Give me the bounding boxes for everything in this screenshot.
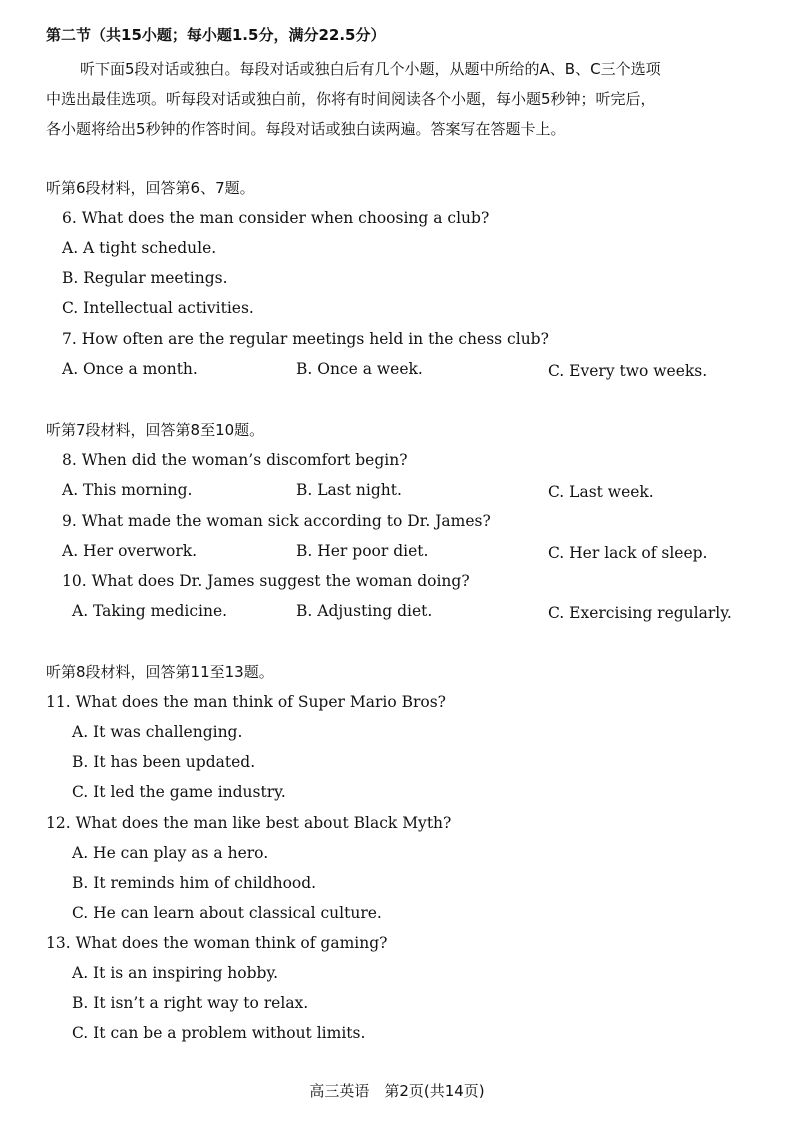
- q8-option-c[interactable]: C. Last week.: [548, 483, 654, 501]
- q6-option-c[interactable]: C. Intellectual activities.: [62, 299, 254, 317]
- q10-option-b[interactable]: B. Adjusting diet.: [296, 602, 433, 620]
- q13-option-b[interactable]: B. It isn’t a right way to relax.: [72, 994, 309, 1012]
- q9-option-b[interactable]: B. Her poor diet.: [296, 542, 429, 560]
- group-heading-8: 听第8段材料，回答第11至13题。: [46, 663, 274, 681]
- question-9: 9. What made the woman sick according to Dr. James?: [62, 512, 491, 530]
- q11-option-b[interactable]: B. It has been updated.: [72, 753, 256, 771]
- q11-option-c[interactable]: C. It led the game industry.: [72, 783, 286, 801]
- q7-option-c[interactable]: C. Every two weeks.: [548, 362, 708, 380]
- q9-option-c[interactable]: C. Her lack of sleep.: [548, 544, 708, 562]
- question-10: 10. What does Dr. James suggest the woman doing?: [62, 572, 470, 590]
- q11-option-a[interactable]: A. It was challenging.: [72, 723, 243, 741]
- q9-option-a[interactable]: A. Her overwork.: [62, 542, 198, 560]
- q10-option-a[interactable]: A. Taking medicine.: [72, 602, 228, 620]
- group-heading-7: 听第7段材料，回答第8至10题。: [46, 421, 265, 439]
- group-heading-6: 听第6段材料，回答第6、7题。: [46, 179, 255, 197]
- q10-option-c[interactable]: C. Exercising regularly.: [548, 604, 732, 622]
- instructions-line-2: 中选出最佳选项。听每段对话或独白前，你将有时间阅读各个小题，每小题5秒钟；听完后，: [46, 90, 656, 108]
- q12-option-a[interactable]: A. He can play as a hero.: [72, 844, 269, 862]
- q12-option-c[interactable]: C. He can learn about classical culture.: [72, 904, 382, 922]
- q13-option-a[interactable]: A. It is an inspiring hobby.: [72, 964, 279, 982]
- q6-option-b[interactable]: B. Regular meetings.: [62, 269, 228, 287]
- q7-option-b[interactable]: B. Once a week.: [296, 360, 423, 378]
- q8-option-a[interactable]: A. This morning.: [62, 481, 193, 499]
- q13-option-c[interactable]: C. It can be a problem without limits.: [72, 1024, 366, 1042]
- question-6: 6. What does the man consider when choosing a club?: [62, 209, 490, 227]
- q7-option-a[interactable]: A. Once a month.: [62, 360, 198, 378]
- question-7: 7. How often are the regular meetings held in the chess club?: [62, 330, 549, 348]
- section-title: 第二节（共15小题；每小题1.5分，满分22.5分）: [46, 26, 386, 44]
- question-8: 8. When did the woman’s discomfort begin?: [62, 451, 408, 469]
- question-12: 12. What does the man like best about Black Myth?: [46, 814, 452, 832]
- question-13: 13. What does the woman think of gaming?: [46, 934, 388, 952]
- instructions-line-1: 听下面5段对话或独白。每段对话或独白后有几个小题，从题中所给的A、B、C三个选项: [80, 60, 661, 78]
- q8-option-b[interactable]: B. Last night.: [296, 481, 402, 499]
- instructions-line-3: 各小题将给出5秒钟的作答时间。每段对话或独白读两遍。答案写在答题卡上。: [46, 120, 566, 138]
- q12-option-b[interactable]: B. It reminds him of childhood.: [72, 874, 317, 892]
- q6-option-a[interactable]: A. A tight schedule.: [62, 239, 217, 257]
- question-11: 11. What does the man think of Super Mario Bros?: [46, 693, 446, 711]
- page-footer: 高三英语 第2页(共14页): [309, 1082, 485, 1100]
